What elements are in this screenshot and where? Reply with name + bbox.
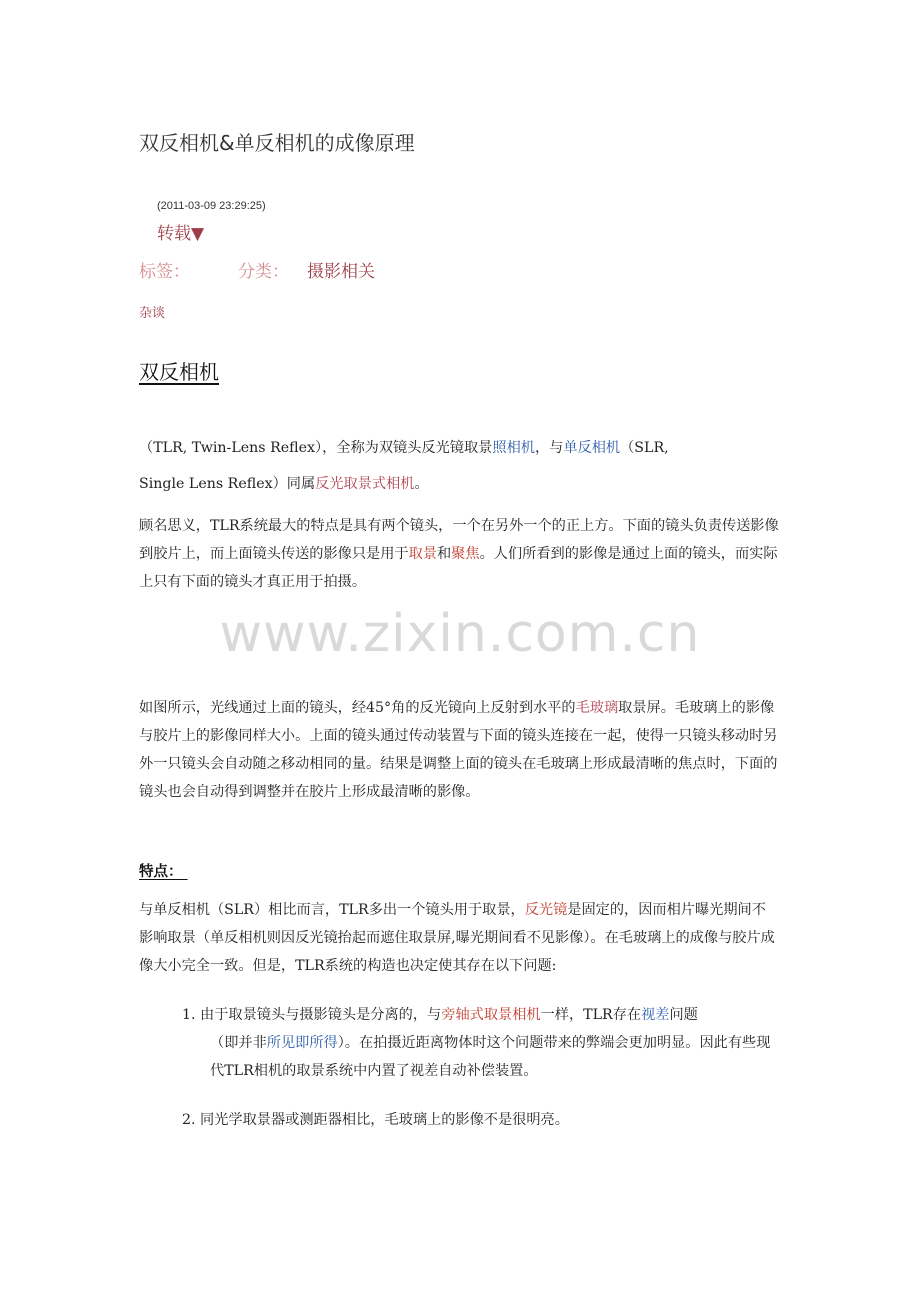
wysiwyg-link[interactable]: 所见即所得 [266, 1035, 338, 1051]
list-number: 1. [182, 1007, 201, 1023]
list-item [182, 1001, 782, 1085]
section-heading: 双反相机 [139, 360, 219, 384]
reflex-camera-link[interactable]: 反光取景式相机 [315, 476, 415, 492]
parallax-link[interactable]: 视差 [641, 1007, 670, 1023]
text: （即并非 [210, 1035, 267, 1051]
category-label: 分类： [238, 262, 289, 282]
focus-link[interactable]: 聚焦 [451, 546, 480, 562]
viewfinder-link[interactable]: 取景 [408, 546, 437, 562]
camera-link[interactable]: 照相机 [492, 440, 535, 456]
paragraph-mechanism [139, 694, 779, 806]
list-item [182, 1106, 782, 1134]
features-heading: 特点： [139, 863, 188, 880]
category-link[interactable]: 摄影相关 [307, 262, 375, 282]
text: 。人们所看到的影像是通过上面的镜头，而实际上只有下面的镜头才真正用于拍摄。 [139, 546, 778, 590]
text: 与单反相机（SLR）相比而言，TLR多出一个镜头用于取景， [139, 902, 525, 918]
text: ）。在拍摄近距离物体时这个问题带来的弊端会更加明显。因此有些现代TLR相机的取景系统中内置了视差自动补偿装置。 [210, 1035, 771, 1079]
article-date: (2011-03-09 23:29:25) [157, 200, 266, 212]
slr-link[interactable]: 单反相机 [563, 440, 621, 456]
watermark: www.zixin.com.cn [219, 604, 701, 664]
list-number: 2. [182, 1112, 201, 1128]
text: 如图所示，光线通过上面的镜头，经45°角的反光镜向上反射到水平的 [139, 700, 576, 716]
text: ，与 [534, 440, 564, 456]
article-meta [139, 257, 375, 282]
repost-link[interactable]: 转载▼ [157, 224, 205, 244]
article-title: 双反相机&单反相机的成像原理 [139, 131, 415, 155]
ground-glass-link[interactable]: 毛玻璃 [575, 700, 619, 716]
text: 顾名思义，TLR系统最大的特点是具有两个镜头，一个在另外一个的正上方。下面的镜头负责传送影像到胶片上，而上面镜头传送的影像只是用于 [139, 518, 779, 562]
text: 一样，TLR存在 [540, 1007, 642, 1023]
text: 是固定的，因而相片曝光期间不影响取景（单反相机则因反光镜抬起而遮住取景屏,曝光期间看不见影像）。在毛玻璃上的成像与胶片成像大小完全一致。但是，TLR系统的构造也决定使其存在以下问题: [139, 902, 775, 974]
text: （TLR, Twin-Lens Reflex），全称为双镜头反光镜取景 [139, 440, 493, 456]
text: 同光学取景器或测距器相比，毛玻璃上的影像不是很明亮。 [200, 1112, 569, 1128]
text: 问题 [669, 1007, 698, 1023]
text: （SLR, [620, 440, 669, 456]
paragraph-intro [139, 430, 779, 502]
tag-link[interactable]: 杂谈 [139, 306, 166, 321]
tags-label: 标签： [139, 262, 190, 282]
list-continuation [182, 1029, 782, 1085]
text: 由于取景镜头与摄影镜头是分离的，与 [200, 1007, 442, 1023]
paragraph-comparison [139, 896, 779, 980]
text: 和 [436, 546, 452, 562]
paragraph-tlr-features [139, 512, 779, 596]
text: Single Lens Reflex）同属 [139, 476, 316, 492]
mirror-link[interactable]: 反光镜 [524, 902, 568, 918]
text: 。 [414, 476, 429, 492]
rangefinder-link[interactable]: 旁轴式取景相机 [441, 1007, 541, 1023]
text: 取景屏。毛玻璃上的影像与胶片上的影像同样大小。上面的镜头通过传动装置与下面的镜头连接在一起，使得一只镜头移动时另外一只镜头会自动随之移动相同的量。结果是调整上面的镜头在毛玻璃上形成最清晰的焦点时，下面的镜头也会自动得到调整并在胶片上形成最清晰的影像。 [139, 700, 778, 800]
